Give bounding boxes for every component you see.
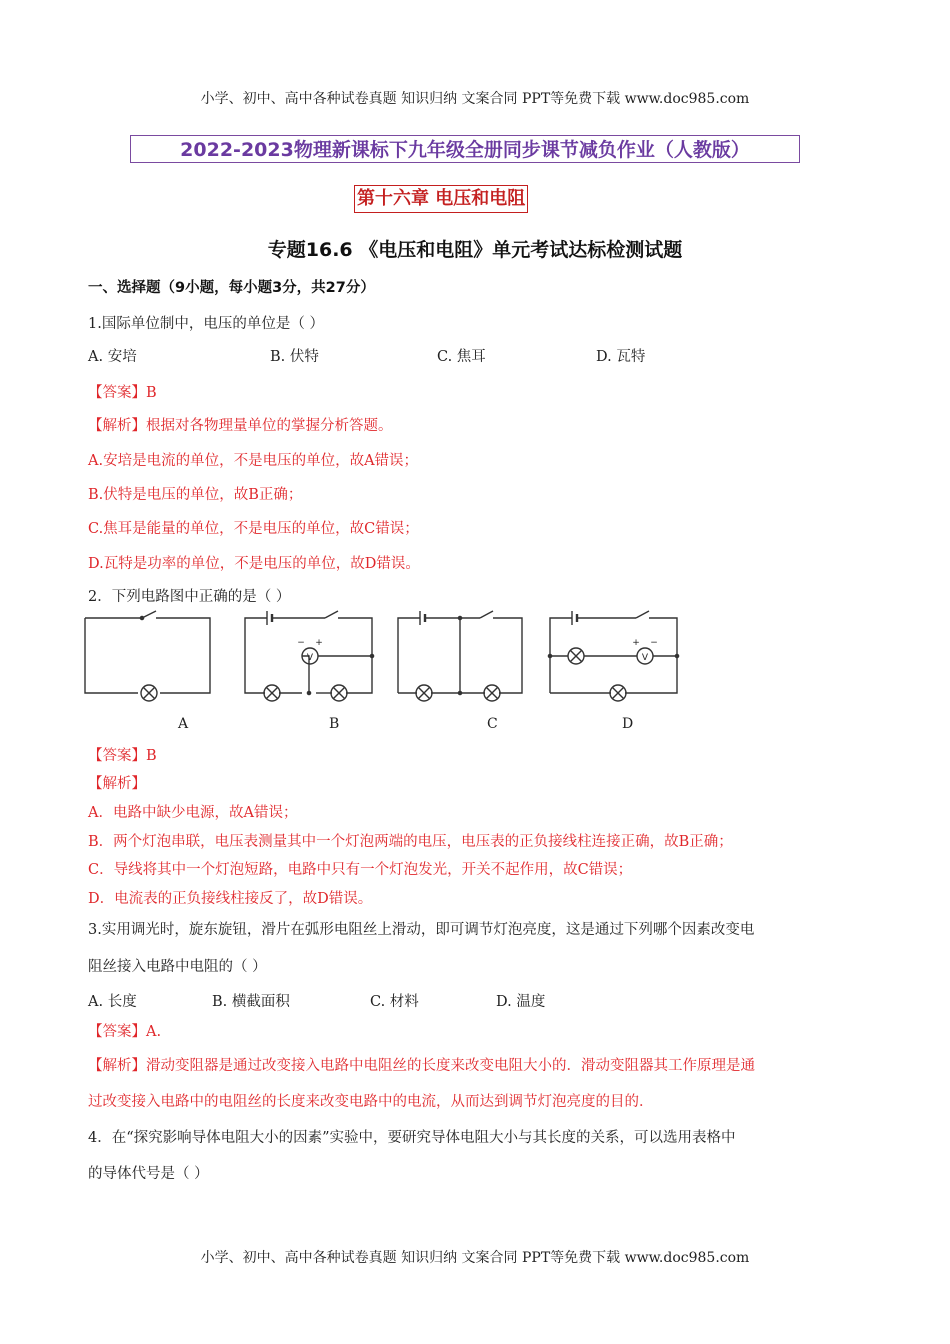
q1-answer: 【答案】B — [88, 385, 157, 401]
q2-analysis-line: C．导线将其中一个灯泡短路，电路中只有一个灯泡发光，开关不起作用，故C错误； — [88, 862, 633, 878]
circuit-a — [85, 611, 210, 701]
circuit-c — [398, 611, 522, 701]
q3-option-c: C. 材料 — [370, 994, 419, 1010]
q3-analysis: 【解析】滑动变阻器是通过改变接入电路中电阻丝的长度来改变电阻大小的．滑动变阻器其工作原理是通 — [88, 1058, 755, 1074]
circuit-label-a: A — [178, 716, 189, 732]
plus-sign: + — [315, 638, 323, 648]
q3-option-b: B. 横截面积 — [212, 994, 290, 1010]
q1-analysis-line: A.安培是电流的单位，不是电压的单位，故A错误； — [88, 453, 419, 469]
q3-answer: 【答案】A. — [88, 1024, 162, 1040]
q1-analysis-line: C.焦耳是能量的单位，不是电压的单位，故C错误； — [88, 521, 419, 537]
q3-analysis-cont: 过改变接入电路中的电阻丝的长度来改变电路中的电流，从而达到调节灯泡亮度的目的． — [88, 1094, 654, 1110]
q2-analysis-line: D．电流表的正负接线柱接反了，故D错误。 — [88, 891, 373, 907]
q2-analysis-line: B．两个灯泡串联，电压表测量其中一个灯泡两端的电压，电压表的正负接线柱连接正确，故B正确； — [88, 834, 733, 850]
q3-stem: 3.实用调光时，旋东旋钮，滑片在弧形电阻丝上滑动，即可调节灯泡亮度，这是通过下列哪个因素改变电 — [88, 922, 755, 938]
q1-option-a: A. 安培 — [88, 349, 137, 365]
voltmeter-label: V — [306, 653, 314, 663]
q1-analysis: 【解析】根据对各物理量单位的掌握分析答题。 — [88, 418, 393, 434]
minus-sign: − — [650, 638, 658, 648]
chapter-title: 第十六章 电压和电阻 — [354, 185, 528, 213]
q1-analysis-line: B.伏特是电压的单位，故B正确； — [88, 487, 303, 503]
page-footer: 小学、初中、高中各种试卷真题 知识归纳 文案合同 PPT等免费下载 www.doc985.com — [200, 1250, 750, 1266]
voltmeter-label: V — [641, 653, 649, 663]
circuit-label-d: D — [622, 716, 634, 732]
q4-stem-cont: 的导体代号是（ ） — [88, 1166, 209, 1182]
q1-analysis-line: D.瓦特是功率的单位，不是电压的单位，故D错误。 — [88, 556, 420, 572]
circuit-label-c: C — [487, 716, 498, 732]
topic-title: 专题16.6 《电压和电阻》单元考试达标检测试题 — [267, 239, 683, 261]
plus-sign: + — [632, 638, 640, 648]
minus-sign: − — [297, 638, 305, 648]
q3-stem-cont: 阻丝接入电路中电阻的（ ） — [88, 959, 267, 975]
circuit-d — [548, 611, 678, 701]
q1-option-c: C. 焦耳 — [437, 349, 486, 365]
q2-analysis: 【解析】 — [88, 776, 146, 792]
q2-answer: 【答案】B — [88, 748, 157, 764]
q3-option-a: A. 长度 — [88, 994, 137, 1010]
section-heading: 一、选择题（9小题，每小题3分，共27分） — [88, 280, 375, 296]
q2-analysis-line: A．电路中缺少电源，故A错误； — [88, 805, 298, 821]
q1-stem: 1.国际单位制中，电压的单位是（ ） — [88, 316, 324, 332]
circuit-diagrams — [80, 605, 690, 735]
circuit-label-b: B — [329, 716, 340, 732]
q4-stem: 4．在“探究影响导体电阻大小的因素”实验中，要研究导体电阻大小与其长度的关系，可以选用表格中 — [88, 1130, 736, 1146]
document-title: 2022-2023物理新课标下九年级全册同步课节减负作业（人教版） — [130, 135, 800, 163]
q3-option-d: D. 温度 — [496, 994, 546, 1010]
q2-stem: 2．下列电路图中正确的是（ ） — [88, 589, 291, 605]
q1-option-b: B. 伏特 — [270, 349, 319, 365]
page-header: 小学、初中、高中各种试卷真题 知识归纳 文案合同 PPT等免费下载 www.doc985.com — [200, 91, 750, 107]
q1-option-d: D. 瓦特 — [596, 349, 646, 365]
